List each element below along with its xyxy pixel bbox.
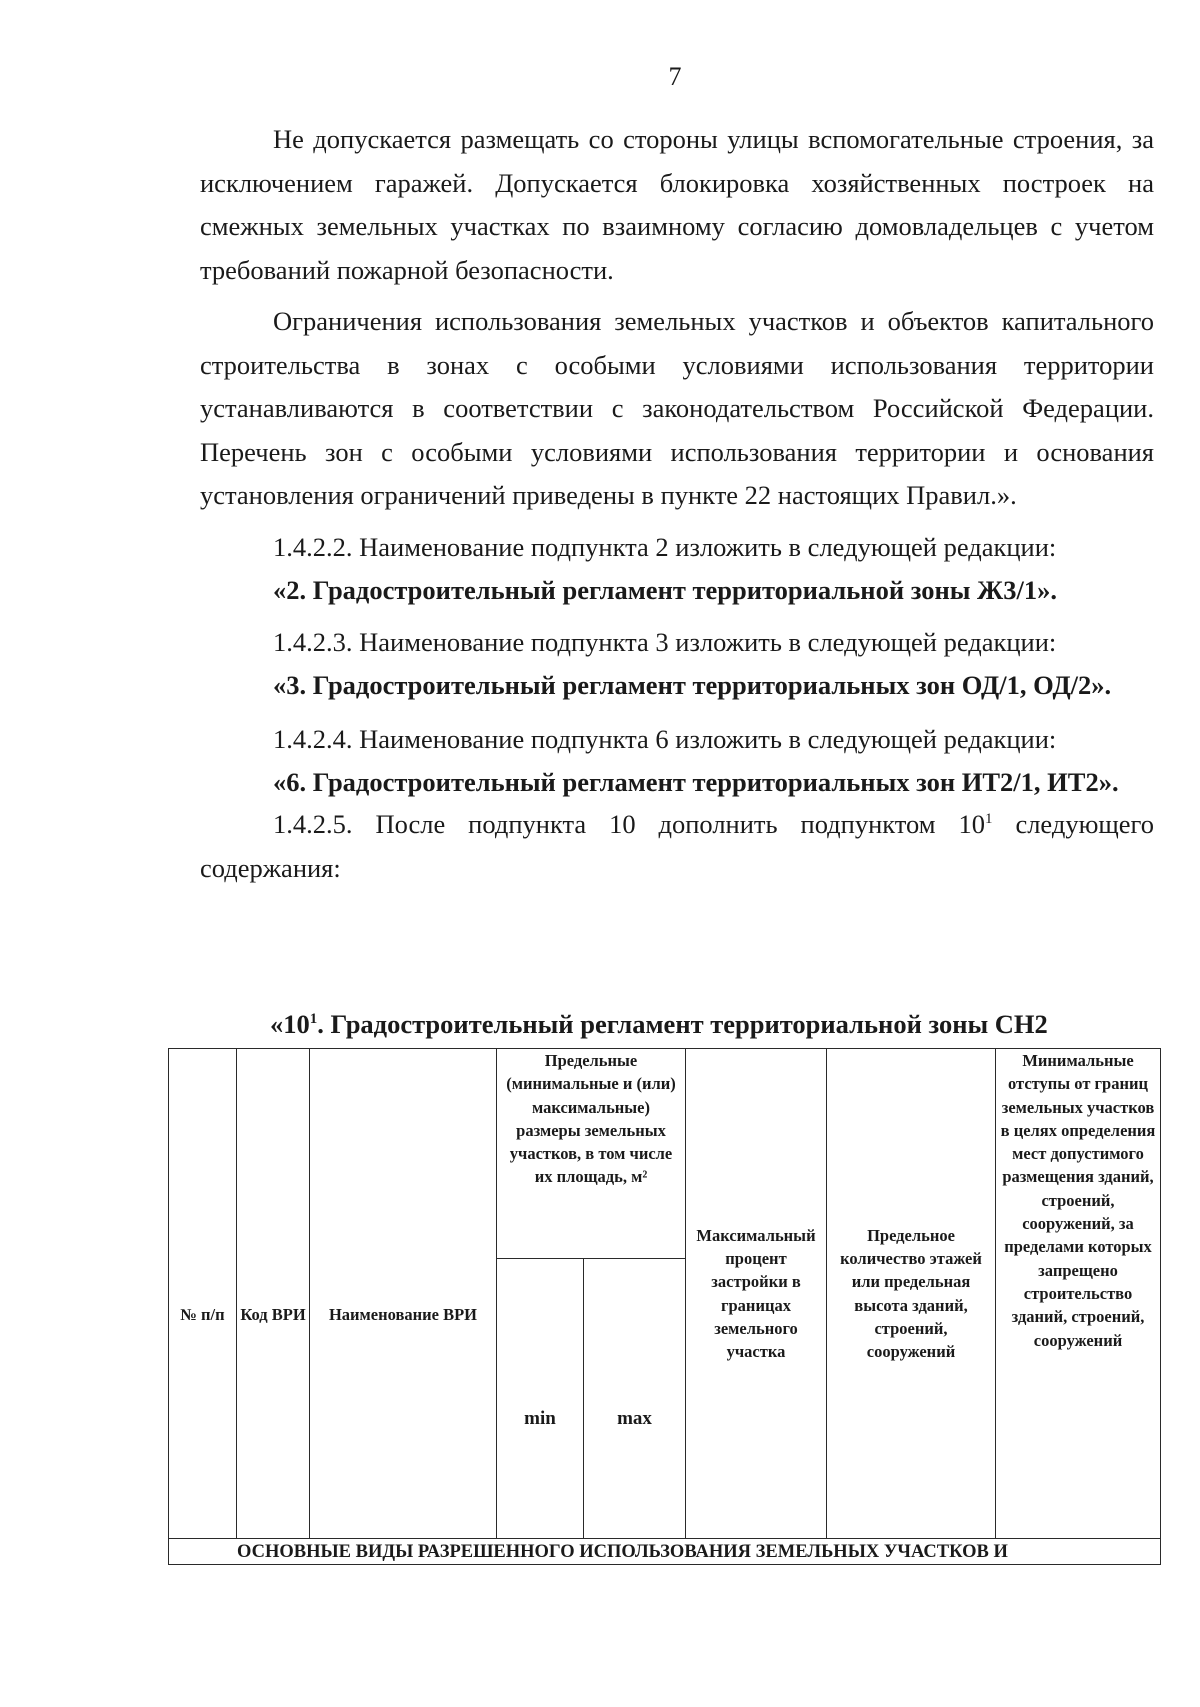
header-row-number: № п/п: [169, 1049, 237, 1539]
header-build-percent: Максимальный процент застройки в границах земельного участка: [686, 1049, 827, 1539]
header-name: Наименование ВРИ: [310, 1049, 497, 1539]
header-min: min: [497, 1259, 584, 1539]
paragraph-item-1-4-2-2: 1.4.2.2. Наименование подпункта 2 изложить в следующей редакции:: [273, 531, 1057, 562]
header-max: max: [584, 1259, 686, 1539]
paragraph-restrictions: Ограничения использования земельных участков и объектов капитального строительства в зонах с особыми условиями использования территории устанавливаются в соответствии с законодательством Российской Федерации. Перечень зон с особыми условиями использования территории и основания установления ограничений приведены в пункте 22 настоящих Правил.».: [200, 306, 1154, 510]
document-body: [200, 118, 1154, 890]
section-row-main-uses: ОСНОВНЫЕ ВИДЫ РАЗРЕШЕННОГО ИСПОЛЬЗОВАНИЯ ЗЕМЕЛЬНЫХ УЧАСТКОВ И: [169, 1539, 1161, 1565]
paragraph-item-1-4-2-3: 1.4.2.3. Наименование подпункта 3 изложить в следующей редакции:: [273, 626, 1057, 657]
header-floor-limit: Предельное количество этажей или предельная высота зданий, строений, сооружений: [827, 1049, 996, 1539]
heading-zone-od: «3. Градостроительный регламент территориальных зон ОД/1, ОД/2».: [273, 670, 1112, 700]
heading-zone-it2: «6. Градостроительный регламент территориальных зон ИТ2/1, ИТ2».: [273, 767, 1119, 797]
page-number: 7: [668, 62, 682, 91]
header-plot-size: Предельные (минимальные и (или) максимальные) размеры земельных участков, в том числе их площадь, м²: [497, 1049, 686, 1259]
header-code: Код ВРИ: [237, 1049, 310, 1539]
header-setback: Минимальные отступы от границ земельных участков в целях определения мест допустимого размещения зданий, строений, сооружений, за пределами которых запрещено строительство зданий, строений, сооружений: [996, 1049, 1161, 1539]
regulation-table: [168, 1048, 1161, 1565]
paragraph-outbuildings: Не допускается размещать со стороны улицы вспомогательные строения, за исключением гаражей. Допускается блокировка хозяйственных построек на смежных земельных участках по взаимному согласию домовладельцев с учетом требований пожарной безопасности.: [200, 124, 1154, 285]
table-title: «$10^1$. Градостроительный регламент территориальной зоны СН2: [270, 1009, 1048, 1039]
heading-zone-zh3: «2. Градостроительный регламент территориальной зоны Ж3/1».: [273, 575, 1057, 605]
paragraph-item-1-4-2-4: 1.4.2.4. Наименование подпункта 6 изложить в следующей редакции:: [273, 723, 1057, 754]
paragraph-item-1-4-2-5: 1.4.2.5. После подпункта 10 дополнить подпунктом $10^1$ следующего содержания:: [200, 809, 1154, 883]
